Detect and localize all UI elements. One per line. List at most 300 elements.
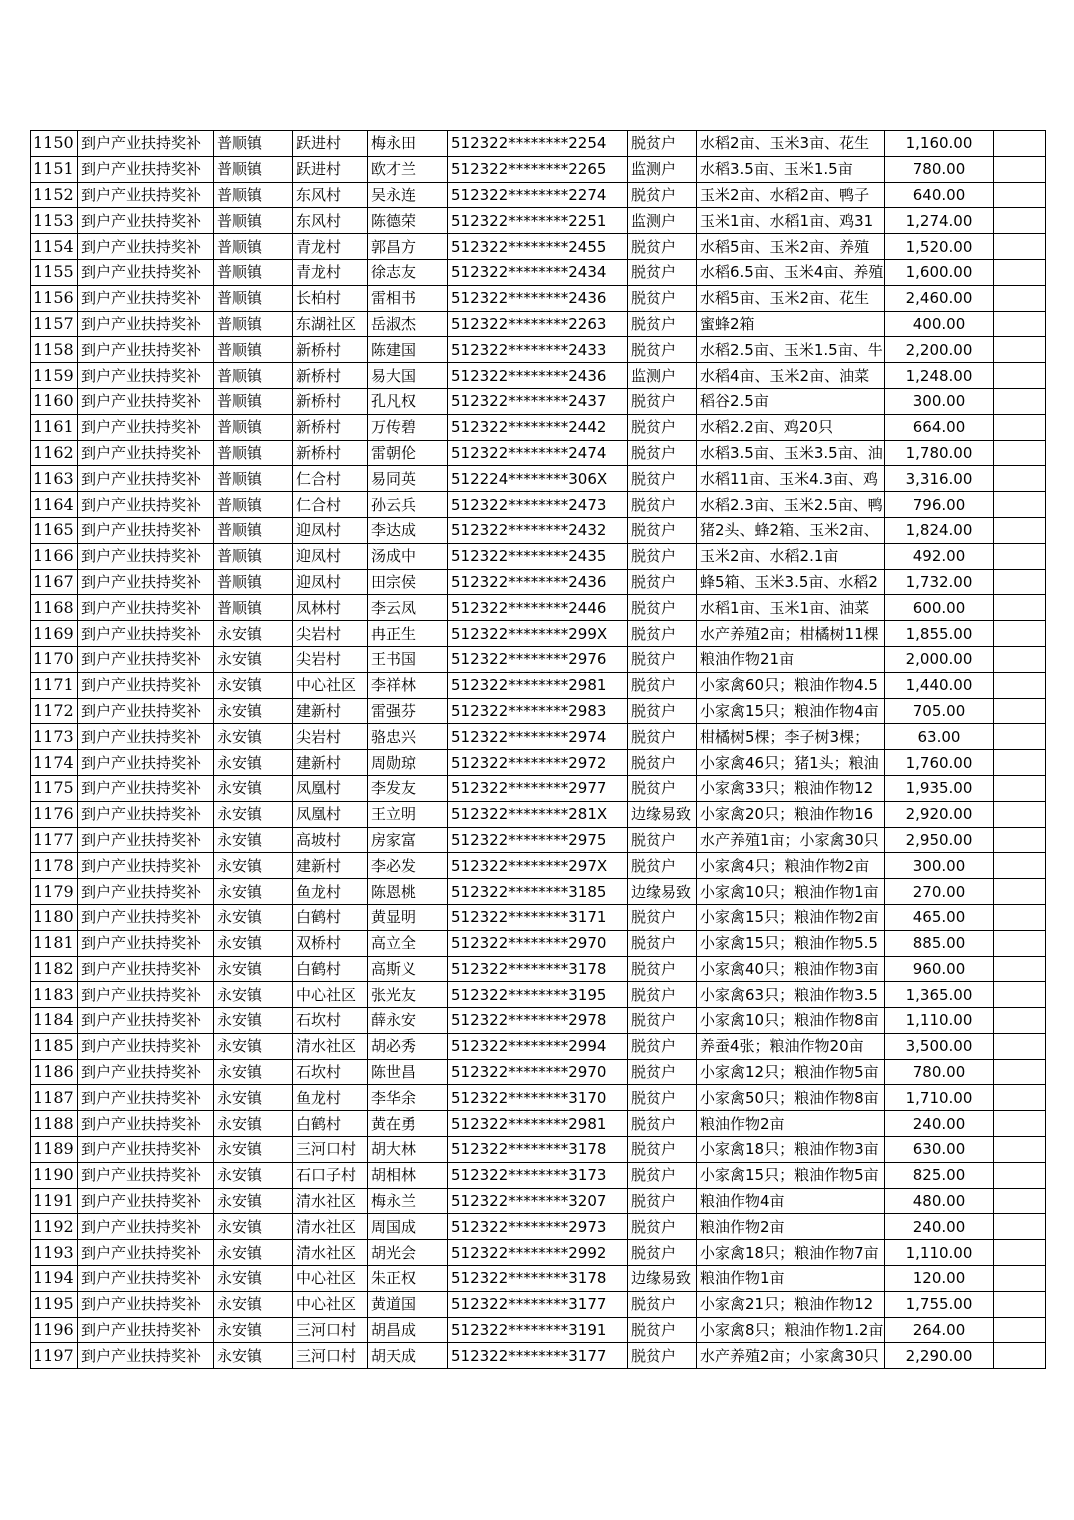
cell-project-name: 到户产业扶持奖补 [78,646,214,672]
table-row [31,569,1046,595]
cell-row-index: 1183 [31,982,78,1008]
cell-id-number: 512322********3207 [448,1188,628,1214]
cell-remark [994,1214,1046,1240]
cell-town: 普顺镇 [214,156,293,182]
table-row [31,337,1046,363]
cell-subsidy-amount: 1,248.00 [885,363,994,389]
cell-person-name: 李达成 [368,517,448,543]
cell-remark [994,182,1046,208]
cell-subsidy-amount: 1,855.00 [885,621,994,647]
cell-project-name: 到户产业扶持奖补 [78,801,214,827]
cell-subsidy-amount: 630.00 [885,1137,994,1163]
cell-person-name: 薛永安 [368,1008,448,1034]
cell-industry-detail: 稻谷2.5亩 [697,388,885,414]
cell-subsidy-amount: 1,440.00 [885,672,994,698]
table-row [31,1137,1046,1163]
cell-household-type: 脱贫户 [628,182,697,208]
cell-household-type: 脱贫户 [628,285,697,311]
cell-id-number: 512322********2473 [448,492,628,518]
cell-id-number: 512322********281X [448,801,628,827]
cell-remark [994,698,1046,724]
table-row [31,646,1046,672]
cell-row-index: 1177 [31,827,78,853]
table-row [31,1214,1046,1240]
table-row [31,775,1046,801]
cell-id-number: 512322********2437 [448,388,628,414]
cell-town: 永安镇 [214,879,293,905]
cell-town: 普顺镇 [214,543,293,569]
cell-village: 清水社区 [293,1188,368,1214]
cell-subsidy-amount: 63.00 [885,724,994,750]
cell-id-number: 512322********2981 [448,1111,628,1137]
cell-industry-detail: 玉米1亩、水稻1亩、鸡31 [697,208,885,234]
table-row [31,543,1046,569]
cell-town: 普顺镇 [214,208,293,234]
cell-id-number: 512322********3170 [448,1085,628,1111]
cell-town: 永安镇 [214,1033,293,1059]
cell-industry-detail: 水产养殖1亩；小家禽30只 [697,827,885,853]
cell-industry-detail: 小家禽33只；粮油作物12 [697,775,885,801]
cell-household-type: 脱贫户 [628,311,697,337]
cell-subsidy-amount: 3,500.00 [885,1033,994,1059]
cell-id-number: 512322********299X [448,621,628,647]
cell-industry-detail: 养蚕4张；粮油作物20亩 [697,1033,885,1059]
cell-town: 普顺镇 [214,259,293,285]
cell-row-index: 1151 [31,156,78,182]
cell-person-name: 胡大林 [368,1137,448,1163]
cell-id-number: 512322********2983 [448,698,628,724]
cell-person-name: 李华余 [368,1085,448,1111]
cell-town: 永安镇 [214,930,293,956]
cell-industry-detail: 水产养殖2亩；小家禽30只 [697,1343,885,1369]
cell-row-index: 1192 [31,1214,78,1240]
cell-industry-detail: 粮油作物2亩 [697,1214,885,1240]
cell-town: 普顺镇 [214,517,293,543]
cell-person-name: 李发友 [368,775,448,801]
cell-id-number: 512322********3178 [448,1137,628,1163]
cell-household-type: 脱贫户 [628,492,697,518]
cell-row-index: 1195 [31,1291,78,1317]
cell-subsidy-amount: 1,160.00 [885,131,994,157]
cell-remark [994,414,1046,440]
cell-subsidy-amount: 1,824.00 [885,517,994,543]
cell-person-name: 骆忠兴 [368,724,448,750]
table-row [31,724,1046,750]
cell-id-number: 512322********3173 [448,1162,628,1188]
cell-industry-detail: 柑橘树5棵；李子树3棵； [697,724,885,750]
cell-subsidy-amount: 1,110.00 [885,1008,994,1034]
cell-remark [994,1266,1046,1292]
table-row [31,208,1046,234]
table-row [31,672,1046,698]
cell-town: 永安镇 [214,1111,293,1137]
table-row [31,1240,1046,1266]
cell-remark [994,1137,1046,1163]
cell-id-number: 512322********3195 [448,982,628,1008]
cell-row-index: 1168 [31,595,78,621]
cell-remark [994,853,1046,879]
table-row [31,1188,1046,1214]
cell-project-name: 到户产业扶持奖补 [78,311,214,337]
cell-subsidy-amount: 1,110.00 [885,1240,994,1266]
cell-id-number: 512322********297X [448,853,628,879]
cell-id-number: 512322********2436 [448,363,628,389]
cell-industry-detail: 小家禽46只；猪1头；粮油 [697,750,885,776]
cell-project-name: 到户产业扶持奖补 [78,724,214,750]
cell-project-name: 到户产业扶持奖补 [78,259,214,285]
cell-project-name: 到户产业扶持奖补 [78,1343,214,1369]
table-row [31,827,1046,853]
cell-row-index: 1189 [31,1137,78,1163]
cell-village: 石坎村 [293,1008,368,1034]
cell-person-name: 房家富 [368,827,448,853]
cell-household-type: 脱贫户 [628,517,697,543]
cell-project-name: 到户产业扶持奖补 [78,750,214,776]
cell-row-index: 1197 [31,1343,78,1369]
cell-village: 东湖社区 [293,311,368,337]
cell-household-type: 监测户 [628,156,697,182]
cell-remark [994,1111,1046,1137]
cell-remark [994,259,1046,285]
cell-town: 永安镇 [214,1188,293,1214]
table-row [31,182,1046,208]
cell-subsidy-amount: 1,780.00 [885,440,994,466]
cell-town: 永安镇 [214,1317,293,1343]
cell-subsidy-amount: 1,365.00 [885,982,994,1008]
cell-remark [994,492,1046,518]
cell-subsidy-amount: 780.00 [885,156,994,182]
cell-household-type: 脱贫户 [628,259,697,285]
cell-household-type: 脱贫户 [628,388,697,414]
cell-id-number: 512322********2455 [448,234,628,260]
cell-project-name: 到户产业扶持奖补 [78,930,214,956]
cell-village: 仁合村 [293,492,368,518]
cell-person-name: 冉正生 [368,621,448,647]
cell-industry-detail: 小家禽12只；粮油作物5亩 [697,1059,885,1085]
cell-household-type: 边缘易致 [628,1266,697,1292]
cell-industry-detail: 小家禽15只；粮油作物2亩 [697,904,885,930]
cell-person-name: 雷朝伦 [368,440,448,466]
cell-id-number: 512322********2992 [448,1240,628,1266]
table-row [31,388,1046,414]
cell-row-index: 1176 [31,801,78,827]
cell-person-name: 易同英 [368,466,448,492]
cell-industry-detail: 小家禽15只；粮油作物5.5 [697,930,885,956]
cell-village: 新桥村 [293,363,368,389]
cell-town: 永安镇 [214,1162,293,1188]
table-row [31,1343,1046,1369]
cell-project-name: 到户产业扶持奖补 [78,234,214,260]
cell-subsidy-amount: 1,760.00 [885,750,994,776]
cell-industry-detail: 水稻1亩、玉米1亩、油菜 [697,595,885,621]
cell-project-name: 到户产业扶持奖补 [78,285,214,311]
table-row [31,1162,1046,1188]
cell-id-number: 512322********2981 [448,672,628,698]
cell-row-index: 1179 [31,879,78,905]
cell-industry-detail: 粮油作物1亩 [697,1266,885,1292]
cell-town: 永安镇 [214,775,293,801]
cell-town: 永安镇 [214,672,293,698]
table-row [31,285,1046,311]
cell-remark [994,131,1046,157]
table-row [31,414,1046,440]
cell-project-name: 到户产业扶持奖补 [78,1033,214,1059]
cell-project-name: 到户产业扶持奖补 [78,956,214,982]
cell-subsidy-amount: 664.00 [885,414,994,440]
cell-village: 新桥村 [293,414,368,440]
cell-row-index: 1188 [31,1111,78,1137]
cell-id-number: 512322********2446 [448,595,628,621]
cell-industry-detail: 小家禽40只；粮油作物3亩 [697,956,885,982]
cell-project-name: 到户产业扶持奖补 [78,569,214,595]
cell-remark [994,440,1046,466]
cell-project-name: 到户产业扶持奖补 [78,1291,214,1317]
cell-town: 普顺镇 [214,234,293,260]
cell-row-index: 1153 [31,208,78,234]
cell-town: 永安镇 [214,956,293,982]
cell-subsidy-amount: 780.00 [885,1059,994,1085]
cell-row-index: 1164 [31,492,78,518]
cell-village: 凤林村 [293,595,368,621]
cell-town: 普顺镇 [214,363,293,389]
cell-project-name: 到户产业扶持奖补 [78,1137,214,1163]
cell-industry-detail: 小家禽8只；粮油作物1.2亩 [697,1317,885,1343]
cell-remark [994,311,1046,337]
cell-remark [994,1343,1046,1369]
table-row [31,1111,1046,1137]
cell-person-name: 吴永连 [368,182,448,208]
cell-person-name: 陈德荣 [368,208,448,234]
cell-village: 新桥村 [293,337,368,363]
cell-village: 中心社区 [293,1266,368,1292]
cell-village: 鱼龙村 [293,879,368,905]
cell-person-name: 孔凡权 [368,388,448,414]
cell-household-type: 监测户 [628,208,697,234]
cell-id-number: 512322********2254 [448,131,628,157]
cell-row-index: 1166 [31,543,78,569]
cell-town: 普顺镇 [214,285,293,311]
cell-person-name: 梅永田 [368,131,448,157]
cell-household-type: 脱贫户 [628,698,697,724]
cell-village: 建新村 [293,750,368,776]
cell-project-name: 到户产业扶持奖补 [78,672,214,698]
cell-town: 永安镇 [214,827,293,853]
cell-household-type: 脱贫户 [628,1162,697,1188]
cell-town: 永安镇 [214,698,293,724]
cell-industry-detail: 小家禽18只；粮油作物3亩 [697,1137,885,1163]
cell-person-name: 胡天成 [368,1343,448,1369]
cell-village: 三河口村 [293,1343,368,1369]
cell-id-number: 512322********2265 [448,156,628,182]
table-row [31,853,1046,879]
table-row [31,466,1046,492]
table-row [31,595,1046,621]
cell-project-name: 到户产业扶持奖补 [78,853,214,879]
table-row [31,234,1046,260]
table-body [31,131,1046,1369]
cell-industry-detail: 水稻2.2亩、鸡20只 [697,414,885,440]
cell-id-number: 512322********2974 [448,724,628,750]
cell-row-index: 1184 [31,1008,78,1034]
cell-industry-detail: 水产养殖2亩；柑橘树11棵 [697,621,885,647]
cell-id-number: 512322********2274 [448,182,628,208]
cell-household-type: 边缘易致 [628,879,697,905]
cell-village: 石口子村 [293,1162,368,1188]
cell-town: 永安镇 [214,1291,293,1317]
cell-remark [994,569,1046,595]
cell-town: 永安镇 [214,853,293,879]
cell-industry-detail: 小家禽60只；粮油作物4.5 [697,672,885,698]
cell-industry-detail: 小家禽10只；粮油作物8亩 [697,1008,885,1034]
cell-id-number: 512322********2263 [448,311,628,337]
cell-person-name: 陈恩桃 [368,879,448,905]
cell-row-index: 1171 [31,672,78,698]
cell-row-index: 1191 [31,1188,78,1214]
table-row [31,879,1046,905]
cell-remark [994,1033,1046,1059]
cell-household-type: 边缘易致 [628,801,697,827]
cell-remark [994,208,1046,234]
cell-person-name: 孙云兵 [368,492,448,518]
cell-project-name: 到户产业扶持奖补 [78,1214,214,1240]
cell-project-name: 到户产业扶持奖补 [78,440,214,466]
cell-subsidy-amount: 640.00 [885,182,994,208]
cell-row-index: 1174 [31,750,78,776]
cell-village: 新桥村 [293,388,368,414]
cell-row-index: 1169 [31,621,78,647]
cell-project-name: 到户产业扶持奖补 [78,131,214,157]
cell-village: 仁合村 [293,466,368,492]
cell-town: 永安镇 [214,724,293,750]
cell-subsidy-amount: 1,732.00 [885,569,994,595]
cell-project-name: 到户产业扶持奖补 [78,208,214,234]
cell-industry-detail: 水稻6.5亩、玉米4亩、养殖 [697,259,885,285]
cell-remark [994,827,1046,853]
cell-town: 永安镇 [214,1214,293,1240]
table-row [31,930,1046,956]
cell-remark [994,156,1046,182]
cell-industry-detail: 小家禽18只；粮油作物7亩 [697,1240,885,1266]
cell-person-name: 欧才兰 [368,156,448,182]
cell-row-index: 1175 [31,775,78,801]
cell-remark [994,388,1046,414]
cell-row-index: 1163 [31,466,78,492]
table-row [31,1008,1046,1034]
cell-subsidy-amount: 1,600.00 [885,259,994,285]
cell-industry-detail: 小家禽50只；粮油作物8亩 [697,1085,885,1111]
cell-industry-detail: 小家禽21只；粮油作物12 [697,1291,885,1317]
cell-village: 清水社区 [293,1214,368,1240]
cell-subsidy-amount: 2,950.00 [885,827,994,853]
cell-remark [994,595,1046,621]
cell-village: 中心社区 [293,1291,368,1317]
cell-industry-detail: 粮油作物21亩 [697,646,885,672]
cell-remark [994,1188,1046,1214]
cell-row-index: 1187 [31,1085,78,1111]
cell-remark [994,956,1046,982]
cell-village: 尖岩村 [293,621,368,647]
cell-household-type: 脱贫户 [628,775,697,801]
cell-subsidy-amount: 264.00 [885,1317,994,1343]
cell-household-type: 监测户 [628,363,697,389]
cell-household-type: 脱贫户 [628,1008,697,1034]
cell-person-name: 高立全 [368,930,448,956]
cell-household-type: 脱贫户 [628,440,697,466]
cell-household-type: 脱贫户 [628,956,697,982]
cell-village: 中心社区 [293,982,368,1008]
table-row [31,1059,1046,1085]
cell-row-index: 1156 [31,285,78,311]
cell-id-number: 512322********2432 [448,517,628,543]
cell-person-name: 李祥林 [368,672,448,698]
cell-industry-detail: 水稻5亩、玉米2亩、养殖 [697,234,885,260]
cell-subsidy-amount: 300.00 [885,853,994,879]
cell-remark [994,621,1046,647]
cell-person-name: 周国成 [368,1214,448,1240]
cell-row-index: 1185 [31,1033,78,1059]
cell-town: 永安镇 [214,1085,293,1111]
table-row [31,492,1046,518]
cell-row-index: 1170 [31,646,78,672]
cell-subsidy-amount: 480.00 [885,1188,994,1214]
cell-industry-detail: 水稻2亩、玉米3亩、花生 [697,131,885,157]
cell-subsidy-amount: 300.00 [885,388,994,414]
cell-id-number: 512322********3171 [448,904,628,930]
cell-remark [994,982,1046,1008]
cell-subsidy-amount: 885.00 [885,930,994,956]
cell-project-name: 到户产业扶持奖补 [78,904,214,930]
cell-village: 长柏村 [293,285,368,311]
cell-row-index: 1194 [31,1266,78,1292]
cell-person-name: 高斯义 [368,956,448,982]
cell-person-name: 胡必秀 [368,1033,448,1059]
cell-row-index: 1193 [31,1240,78,1266]
cell-id-number: 512322********2474 [448,440,628,466]
cell-project-name: 到户产业扶持奖补 [78,1085,214,1111]
cell-id-number: 512322********2436 [448,569,628,595]
cell-person-name: 胡昌成 [368,1317,448,1343]
cell-household-type: 脱贫户 [628,414,697,440]
cell-project-name: 到户产业扶持奖补 [78,827,214,853]
cell-row-index: 1165 [31,517,78,543]
cell-village: 迎凤村 [293,569,368,595]
cell-remark [994,1291,1046,1317]
cell-town: 永安镇 [214,1240,293,1266]
cell-row-index: 1157 [31,311,78,337]
table-row [31,956,1046,982]
cell-town: 永安镇 [214,801,293,827]
cell-town: 永安镇 [214,646,293,672]
cell-id-number: 512322********2976 [448,646,628,672]
cell-village: 迎凤村 [293,517,368,543]
cell-subsidy-amount: 492.00 [885,543,994,569]
cell-person-name: 汤成中 [368,543,448,569]
cell-person-name: 张光友 [368,982,448,1008]
cell-person-name: 胡相林 [368,1162,448,1188]
cell-id-number: 512322********2435 [448,543,628,569]
cell-household-type: 脱贫户 [628,1343,697,1369]
cell-row-index: 1162 [31,440,78,466]
cell-industry-detail: 水稻5亩、玉米2亩、花生 [697,285,885,311]
cell-project-name: 到户产业扶持奖补 [78,388,214,414]
cell-remark [994,775,1046,801]
cell-village: 白鹤村 [293,956,368,982]
cell-subsidy-amount: 240.00 [885,1111,994,1137]
cell-remark [994,672,1046,698]
cell-project-name: 到户产业扶持奖补 [78,879,214,905]
table-row [31,698,1046,724]
cell-person-name: 黄道国 [368,1291,448,1317]
